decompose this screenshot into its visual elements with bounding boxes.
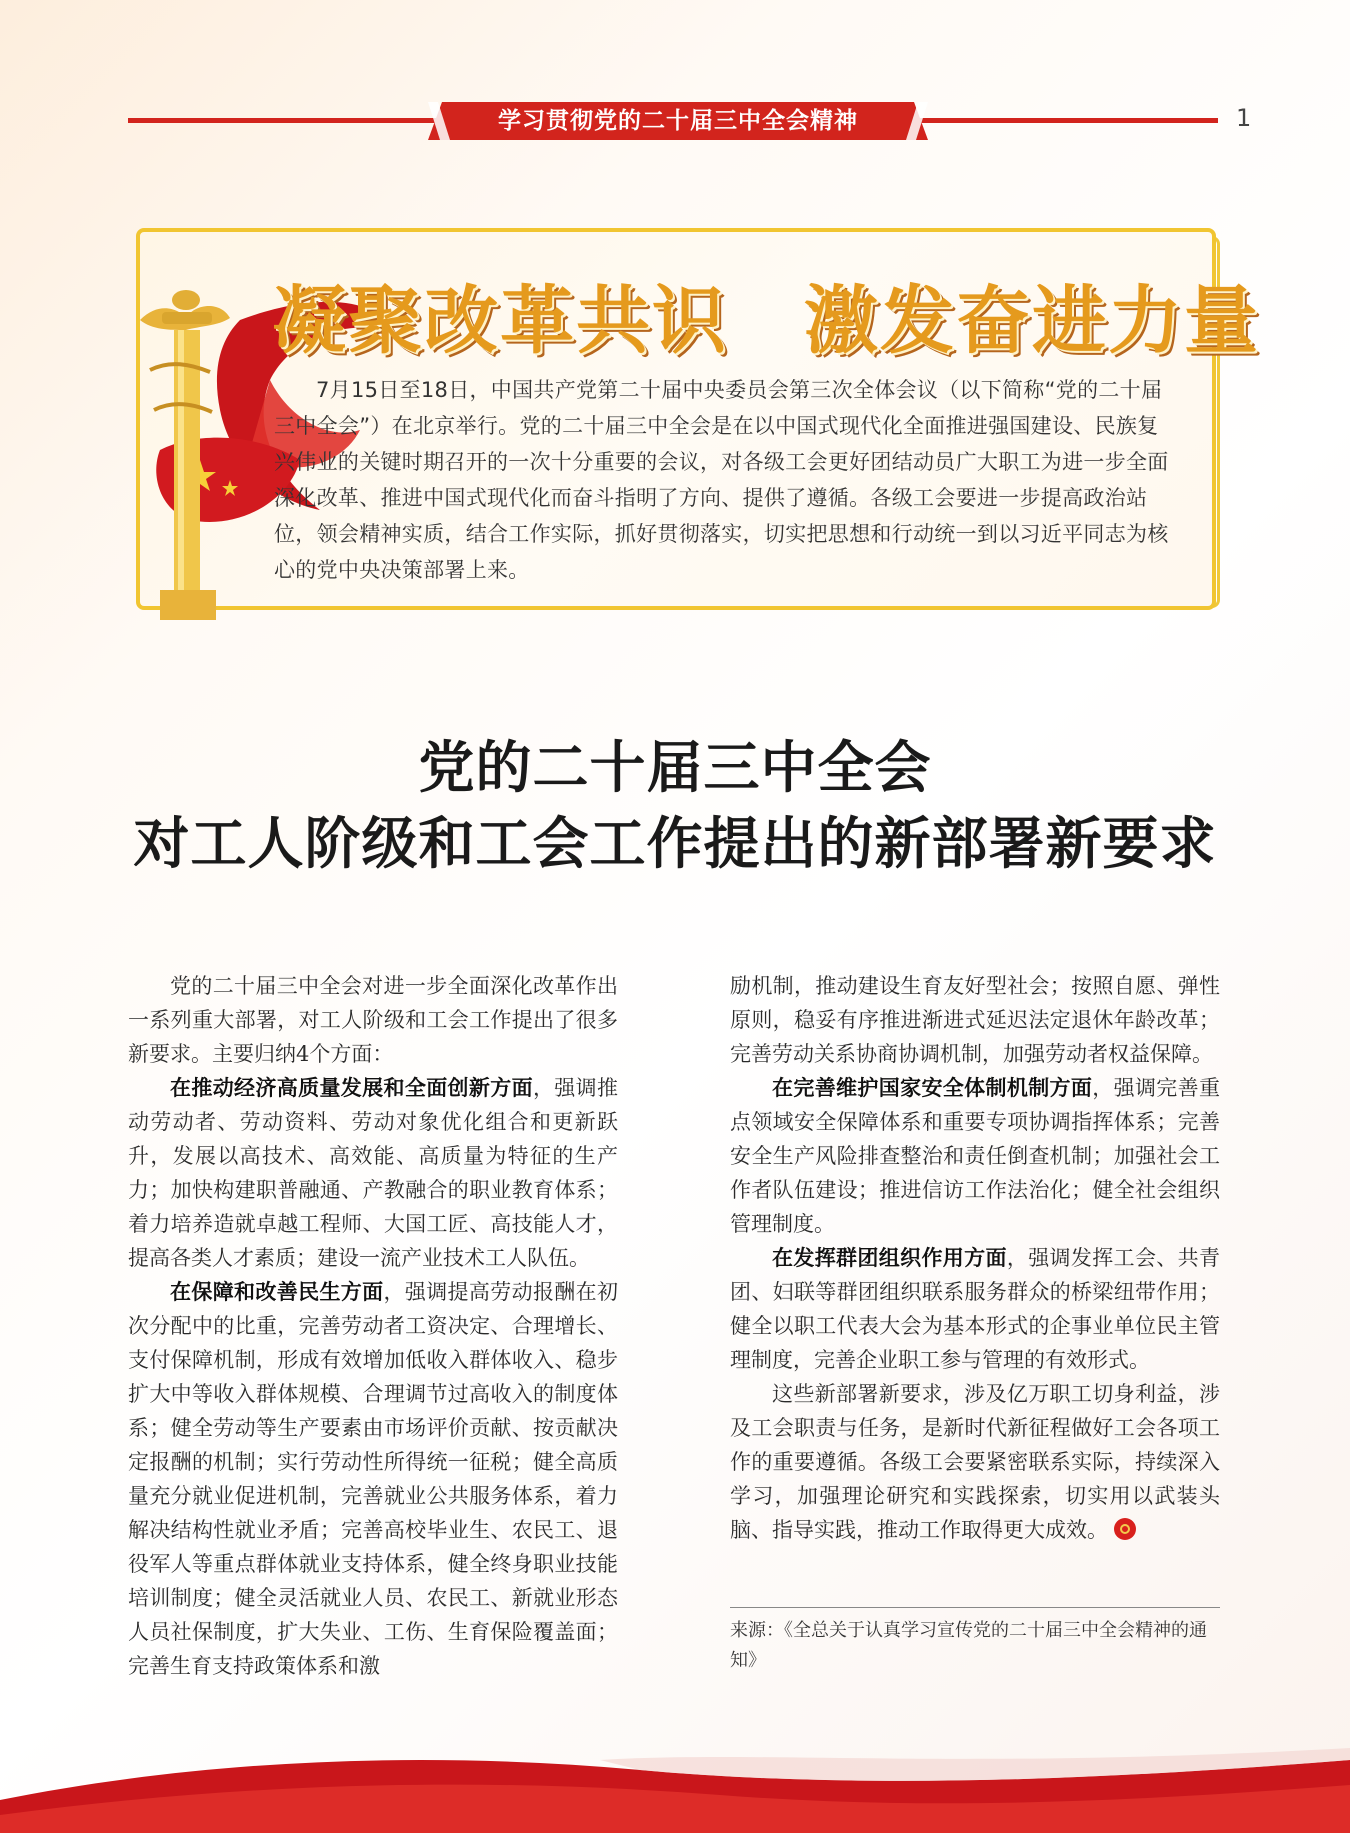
- intro-paragraph: 7月15日至18日，中国共产党第二十届中央委员会第三次全体会议（以下简称“党的二十届三中全会”）在北京举行。党的二十届三中全会是在以中国式现代化全面推进强国建设、民族复兴伟业的关键时期召开的一次十分重要的会议，对各级工会更好团结动员广大职工为进一步全面深化改革、推进中国式现代化而奋斗指明了方向、提供了遵循。各级工会要进一步提高政治站位，领会精神实质，结合工作实际，抓好贯彻落实，切实把思想和行动统一到以习近平同志为核心的党中央决策部署上来。: [274, 378, 1169, 582]
- header-rule-right: [918, 118, 1218, 123]
- paragraph-body: ，强调完善重点领域安全保障体系和重要专项协调指挥体系；完善安全生产风险排查整治和责任倒查机制；加强社会工作者队伍建设；推进信访工作法治化；健全社会组织管理制度。: [730, 1076, 1220, 1236]
- paragraph-body: 这些新部署新要求，涉及亿万职工切身利益，涉及工会职责与任务，是新时代新征程做好工会各项工作的重要遵循。各级工会要紧密联系实际，持续深入学习，加强理论研究和实践探索，切实用以武装头脑、指导实践，推动工作取得更大成效。: [730, 1382, 1220, 1542]
- article-column-right: [730, 969, 1220, 1547]
- paragraph-conclusion: [730, 1377, 1220, 1547]
- paragraph-body: ，强调推动劳动者、劳动资料、劳动对象优化组合和更新跃升，发展以高技术、高效能、高质量为特征的生产力；加快构建职普融通、产教融合的职业教育体系；着力培养造就卓越工程师、大国工匠、高技能人才，提高各类人才素质；建设一流产业技术工人队伍。: [128, 1076, 619, 1270]
- paragraph-lead: 在完善维护国家安全体制机制方面: [772, 1076, 1093, 1100]
- source-divider: [730, 1607, 1220, 1608]
- header-rule-left: [128, 118, 438, 123]
- union-emblem-icon: [1114, 1518, 1136, 1540]
- paragraph-body: ，强调发挥工会、共青团、妇联等群团组织联系服务群众的桥梁纽带作用；健全以职工代表大会为基本形式的企事业单位民主管理制度，完善企业职工参与管理的有效形式。: [730, 1246, 1221, 1372]
- paragraph-security: [730, 1071, 1220, 1241]
- section-title: 学习贯彻党的二十届三中全会精神: [498, 108, 858, 134]
- paragraph-economy: [128, 1071, 618, 1275]
- source-note: 来源：《全总关于认真学习宣传党的二十届三中全会精神的通知》: [730, 1620, 1207, 1671]
- header-banner: [428, 102, 928, 140]
- intro-title: 凝聚改革共识 激发奋进力量: [272, 278, 1260, 364]
- headline-line-2: 对工人阶级和工会工作提出的新部署新要求: [133, 812, 1217, 877]
- paragraph-lead: 在保障和改善民生方面: [170, 1280, 384, 1304]
- paragraph-lead: 在推动经济高质量发展和全面创新方面: [170, 1076, 533, 1100]
- paragraph-livelihood: [128, 1275, 618, 1683]
- paragraph-intro: 党的二十届三中全会对进一步全面深化改革作出一系列重大部署，对工人阶级和工会工作提出了很多新要求。主要归纳4个方面：: [128, 974, 618, 1066]
- paragraph-mass-organizations: [730, 1241, 1220, 1377]
- article-column-left: [128, 969, 618, 1683]
- headline-line-1: 党的二十届三中全会: [418, 736, 932, 801]
- page-number: 1: [1236, 104, 1252, 132]
- paragraph-body: ，强调提高劳动报酬在初次分配中的比重，完善劳动者工资决定、合理增长、支付保障机制，形成有效增加低收入群体收入、稳步扩大中等收入群体规模、合理调节过高收入的制度体系；健全劳动等生产要素由市场评价贡献、按贡献决定报酬的机制；实行劳动性所得统一征税；健全高质量充分就业促进机制，完善就业公共服务体系，着力解决结构性就业矛盾；完善高校毕业生、农民工、退役军人等重点群体就业支持体系，健全终身职业技能培训制度；健全灵活就业人员、农民工、新就业形态人员社保制度，扩大失业、工伤、生育保险覆盖面；完善生育支持政策体系和激: [128, 1280, 618, 1678]
- paragraph-lead: 在发挥群团组织作用方面: [772, 1246, 1007, 1270]
- bottom-red-ribbon: [0, 1740, 1350, 1833]
- paragraph-livelihood-continued: 励机制，推动建设生育友好型社会；按照自愿、弹性原则，稳妥有序推进渐进式延迟法定退休年龄改革；完善劳动关系协商协调机制，加强劳动者权益保障。: [730, 974, 1220, 1066]
